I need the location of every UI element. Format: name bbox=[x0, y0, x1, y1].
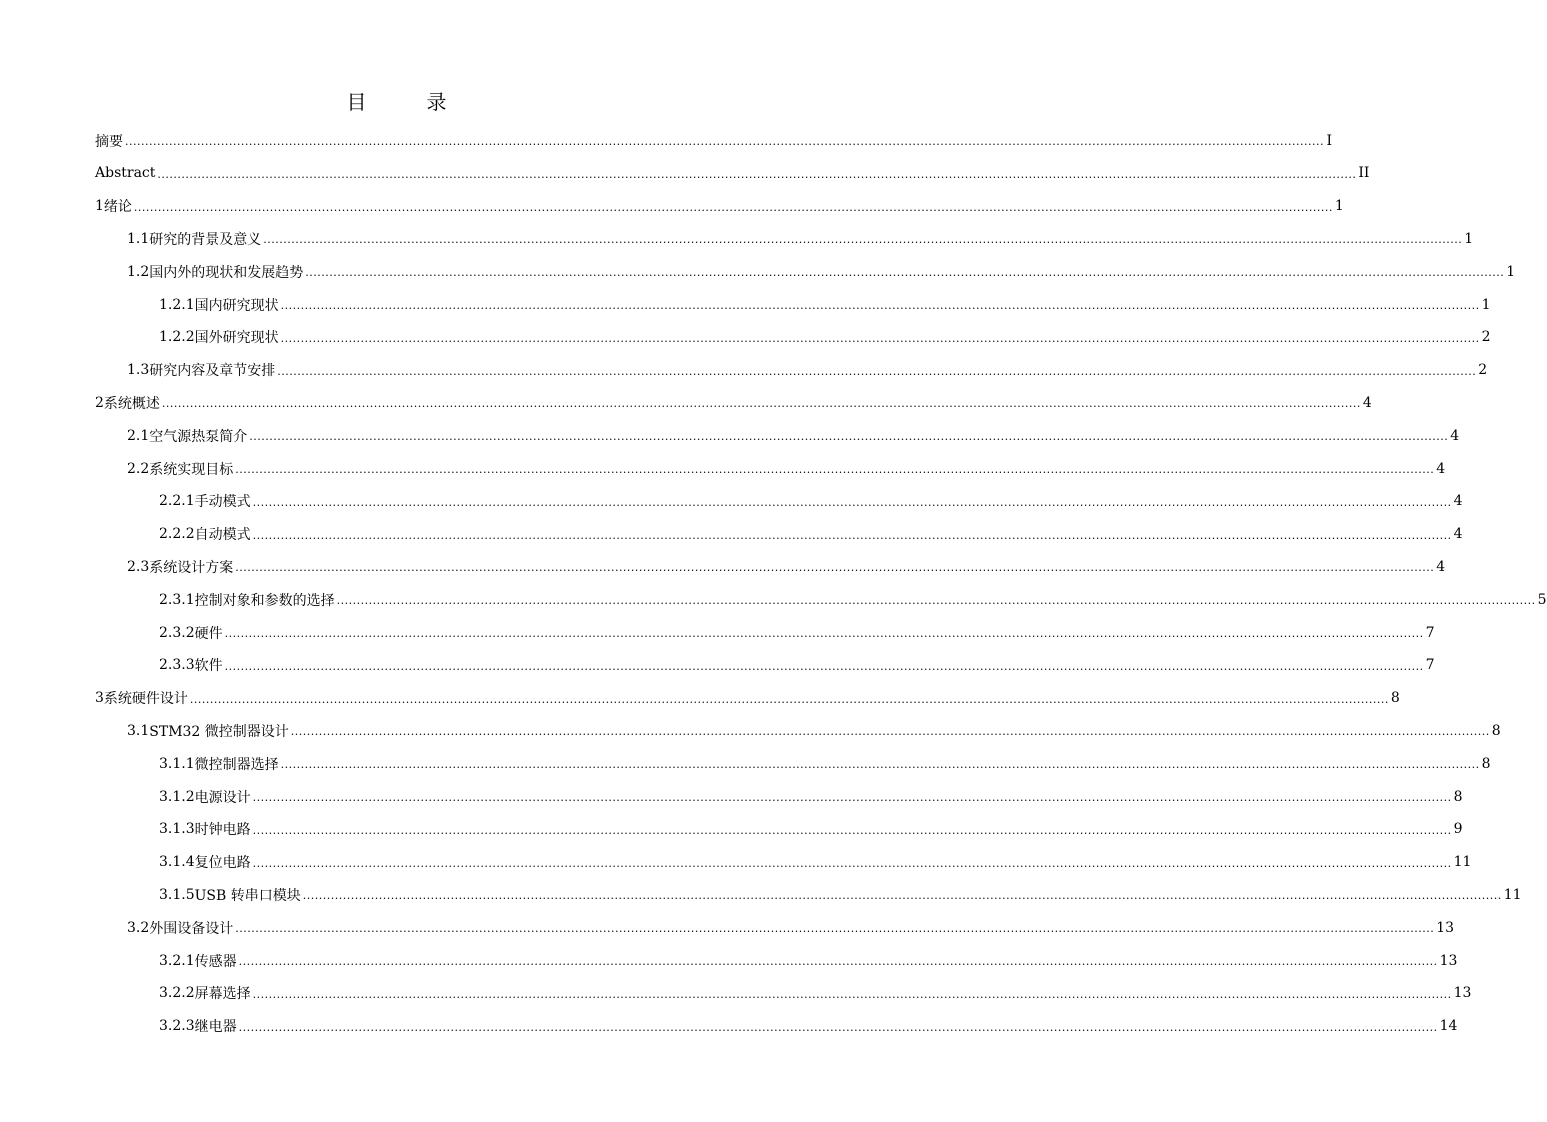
toc-dot-leader: ............................................................................................................................................................................................................................................................................................................ bbox=[133, 200, 1333, 214]
toc-entry-page: 8 bbox=[1453, 788, 1463, 805]
toc-dot-leader: ............................................................................................................................................................................................................................................................................................................ bbox=[224, 659, 1424, 673]
toc-entry[interactable] bbox=[159, 288, 1491, 321]
toc-entry-page: 8 bbox=[1390, 690, 1400, 707]
toc-entry-label: 研究内容及章节安排 bbox=[149, 363, 276, 380]
toc-entry[interactable] bbox=[159, 846, 1472, 879]
toc-entry[interactable] bbox=[95, 386, 1372, 419]
toc-entry-label: 国外研究现状 bbox=[194, 330, 279, 347]
toc-entry-page: 4 bbox=[1453, 493, 1463, 510]
toc-entry-page: II bbox=[1358, 165, 1370, 182]
toc-dot-leader: ............................................................................................................................................................................................................................................................................................................ bbox=[290, 725, 1490, 739]
toc-entry-label: 自动模式 bbox=[194, 527, 251, 544]
toc-entry-number: 1 bbox=[95, 198, 104, 215]
toc-dot-leader: ............................................................................................................................................................................................................................................................................................................ bbox=[263, 233, 1463, 247]
toc-entry[interactable] bbox=[95, 682, 1400, 715]
toc-entry-page: 4 bbox=[1453, 526, 1463, 543]
toc-entry-number: 1.3 bbox=[127, 362, 150, 379]
toc-entry-label: 屏幕选择 bbox=[194, 986, 251, 1003]
toc-entry-number: 3.2.1 bbox=[159, 952, 195, 969]
toc-entry-number: 3.1.1 bbox=[159, 755, 195, 772]
toc-dot-leader: ............................................................................................................................................................................................................................................................................................................ bbox=[305, 266, 1505, 280]
toc-dot-leader: ............................................................................................................................................................................................................................................................................................................ bbox=[277, 364, 1477, 378]
toc-dot-leader: ............................................................................................................................................................................................................................................................................................................ bbox=[252, 791, 1452, 804]
toc-entry-page: 13 bbox=[1439, 952, 1458, 969]
toc-dot-leader: ............................................................................................................................................................................................................................................................................................................ bbox=[249, 430, 1449, 444]
toc-entry-page: 11 bbox=[1453, 854, 1472, 871]
toc-dot-leader: ............................................................................................................................................................................................................................................................................................................ bbox=[224, 627, 1424, 640]
toc-entry-number: 2.2.2 bbox=[159, 526, 195, 543]
toc-entry-number: 2.1 bbox=[127, 427, 150, 444]
toc-entry[interactable] bbox=[159, 813, 1463, 846]
toc-entry-label: 绪论 bbox=[103, 199, 132, 216]
toc-dot-leader: ............................................................................................................................................................................................................................................................................................................ bbox=[302, 889, 1502, 903]
toc-entry-page: 13 bbox=[1436, 919, 1455, 936]
toc-entry-number: 3.2.2 bbox=[159, 985, 195, 1002]
toc-entry-label: 微控制器选择 bbox=[194, 756, 279, 773]
toc-entry[interactable] bbox=[127, 419, 1460, 452]
toc-dot-leader: ............................................................................................................................................................................................................................................................................................................ bbox=[238, 1020, 1438, 1034]
toc-dot-leader: ............................................................................................................................................................................................................................................................................................................ bbox=[280, 331, 1480, 345]
toc-entry-page: 8 bbox=[1481, 755, 1491, 772]
toc-dot-leader: ............................................................................................................................................................................................................................................................................................................ bbox=[238, 955, 1438, 968]
toc-entry-page: 1 bbox=[1481, 296, 1491, 313]
toc-entry-number: 1.2.2 bbox=[159, 329, 195, 346]
toc-entry-number: 2.3 bbox=[127, 558, 150, 575]
toc-dot-leader: ............................................................................................................................................................................................................................................................................................................ bbox=[280, 758, 1480, 772]
toc-entry-number: 3.1.5 bbox=[159, 886, 195, 903]
toc-entry-label: 国内研究现状 bbox=[194, 297, 279, 314]
toc-entry-number: 1.2.1 bbox=[159, 296, 195, 313]
toc-dot-leader: ............................................................................................................................................................................................................................................................................................................ bbox=[157, 167, 1357, 181]
toc-entry-page: 4 bbox=[1436, 460, 1446, 477]
toc-entry-label: 传感器 bbox=[194, 953, 237, 970]
toc-entry[interactable] bbox=[159, 878, 1522, 911]
toc-entry-page: 9 bbox=[1453, 821, 1463, 838]
toc-title-part1: 目 bbox=[346, 90, 367, 114]
toc-entry-label: 继电器 bbox=[194, 1019, 237, 1036]
toc-entry-number: 3.1.4 bbox=[159, 854, 195, 871]
toc-dot-leader: ............................................................................................................................................................................................................................................................................................................ bbox=[252, 856, 1452, 870]
toc-entry-label: 空气源热泵简介 bbox=[149, 428, 248, 445]
toc-dot-leader: ............................................................................................................................................................................................................................................................................................................ bbox=[252, 987, 1452, 1001]
toc-entry-label: Abstract bbox=[95, 165, 156, 182]
toc-dot-leader: ............................................................................................................................................................................................................................................................................................................ bbox=[125, 135, 1324, 148]
toc-entry-label: 研究的背景及意义 bbox=[149, 231, 262, 248]
toc-entry[interactable] bbox=[127, 354, 1488, 387]
toc-entry-number: 2.3.2 bbox=[159, 624, 195, 641]
toc-entry[interactable] bbox=[95, 190, 1344, 223]
toc-entry-page: 11 bbox=[1503, 886, 1522, 903]
toc-entry[interactable] bbox=[95, 124, 1332, 157]
toc-entry-page: 2 bbox=[1478, 362, 1488, 379]
toc-entry-number: 3 bbox=[95, 690, 104, 707]
toc-entry-label: 软件 bbox=[194, 658, 223, 675]
toc-entry[interactable] bbox=[159, 583, 1547, 616]
toc-entry[interactable] bbox=[159, 518, 1463, 551]
toc-entry-label: 控制对象和参数的选择 bbox=[194, 592, 335, 609]
toc-entry-number: 2.2.1 bbox=[159, 493, 195, 510]
toc-entry-number: 1.2 bbox=[127, 263, 150, 280]
toc-entry-label: 系统硬件设计 bbox=[103, 691, 188, 708]
toc-title-part2: 录 bbox=[426, 90, 447, 114]
toc-entry-number: 3.1.3 bbox=[159, 821, 195, 838]
toc-entry[interactable] bbox=[159, 747, 1491, 780]
toc-dot-leader: ............................................................................................................................................................................................................................................................................................................ bbox=[252, 495, 1452, 509]
toc-entry-number: 2.3.1 bbox=[159, 591, 195, 608]
toc-entry-page: 13 bbox=[1453, 985, 1472, 1002]
toc-entry-label: 国内外的现状和发展趋势 bbox=[149, 264, 304, 281]
toc-dot-leader: ............................................................................................................................................................................................................................................................................................................ bbox=[252, 823, 1452, 837]
toc-dot-leader: ............................................................................................................................................................................................................................................................................................................ bbox=[235, 463, 1435, 476]
toc-entry[interactable] bbox=[159, 977, 1472, 1010]
toc-entry-number: 1.1 bbox=[127, 230, 150, 247]
toc-entry-number: 3.1.2 bbox=[159, 788, 195, 805]
toc-entry-page: 14 bbox=[1439, 1018, 1458, 1035]
toc-entry-label: 系统概述 bbox=[103, 395, 160, 412]
toc-dot-leader: ............................................................................................................................................................................................................................................................................................................ bbox=[161, 397, 1361, 411]
toc-entry[interactable] bbox=[159, 485, 1463, 518]
toc-entry-page: 1 bbox=[1334, 198, 1344, 215]
toc-entry[interactable] bbox=[159, 616, 1435, 649]
toc-entry-page: I bbox=[1326, 132, 1332, 149]
toc-entry-page: 1 bbox=[1464, 230, 1474, 247]
toc-entry-page: 4 bbox=[1436, 558, 1446, 575]
toc-entry[interactable] bbox=[159, 780, 1463, 813]
toc-entry-page: 5 bbox=[1537, 591, 1547, 608]
toc-entry[interactable] bbox=[159, 321, 1491, 354]
toc-entry[interactable] bbox=[95, 157, 1370, 190]
toc-entry-number: 2 bbox=[95, 394, 104, 411]
toc-dot-leader: ............................................................................................................................................................................................................................................................................................................ bbox=[280, 299, 1480, 312]
toc-entry[interactable] bbox=[127, 452, 1446, 485]
toc-dot-leader: ............................................................................................................................................................................................................................................................................................................ bbox=[235, 561, 1435, 575]
toc-entry-number: 3.2.3 bbox=[159, 1018, 195, 1035]
toc-entry-page: 2 bbox=[1481, 329, 1491, 346]
toc-entry[interactable] bbox=[159, 649, 1435, 682]
toc-entry-label: 硬件 bbox=[194, 625, 223, 642]
toc-entry-page: 4 bbox=[1450, 427, 1460, 444]
toc-entry-label: 系统实现目标 bbox=[149, 461, 234, 478]
toc-entry[interactable] bbox=[127, 550, 1446, 583]
toc-entry-label: 手动模式 bbox=[194, 494, 251, 511]
toc-entry-page: 4 bbox=[1362, 394, 1372, 411]
toc-dot-leader: ............................................................................................................................................................................................................................................................................................................ bbox=[252, 528, 1452, 542]
toc-entry-page: 7 bbox=[1425, 657, 1435, 674]
toc-entry-number: 3.1 bbox=[127, 722, 150, 739]
toc-entry-label: STM32 微控制器设计 bbox=[149, 723, 289, 740]
toc-entry-number: 3.2 bbox=[127, 919, 150, 936]
toc-entry-page: 8 bbox=[1491, 722, 1501, 739]
toc-entry[interactable] bbox=[159, 1010, 1458, 1043]
toc-entry-label: 系统设计方案 bbox=[149, 559, 234, 576]
toc-entry-page: 1 bbox=[1506, 263, 1516, 280]
toc-entry[interactable] bbox=[127, 222, 1474, 255]
toc-entry[interactable] bbox=[127, 714, 1501, 747]
toc-entry-label: USB 转串口模块 bbox=[194, 887, 301, 904]
toc-entry-label: 外围设备设计 bbox=[149, 920, 234, 937]
toc-entry[interactable] bbox=[127, 911, 1455, 944]
toc-entry[interactable] bbox=[159, 944, 1458, 977]
toc-entry-number: 2.3.3 bbox=[159, 657, 195, 674]
toc-entry-label: 电源设计 bbox=[194, 789, 251, 806]
toc-entry-label: 复位电路 bbox=[194, 855, 251, 872]
toc-dot-leader: ............................................................................................................................................................................................................................................................................................................ bbox=[336, 594, 1536, 608]
toc-entry-page: 7 bbox=[1425, 624, 1435, 641]
toc-entry-label: 时钟电路 bbox=[194, 822, 251, 839]
toc-dot-leader: ............................................................................................................................................................................................................................................................................................................ bbox=[235, 922, 1435, 936]
toc-entry-number: 2.2 bbox=[127, 460, 150, 477]
toc-dot-leader: ............................................................................................................................................................................................................................................................................................................ bbox=[189, 692, 1389, 706]
toc-entry[interactable] bbox=[127, 255, 1516, 288]
toc-entry-label: 摘要 bbox=[95, 133, 123, 150]
toc-title bbox=[0, 88, 793, 116]
